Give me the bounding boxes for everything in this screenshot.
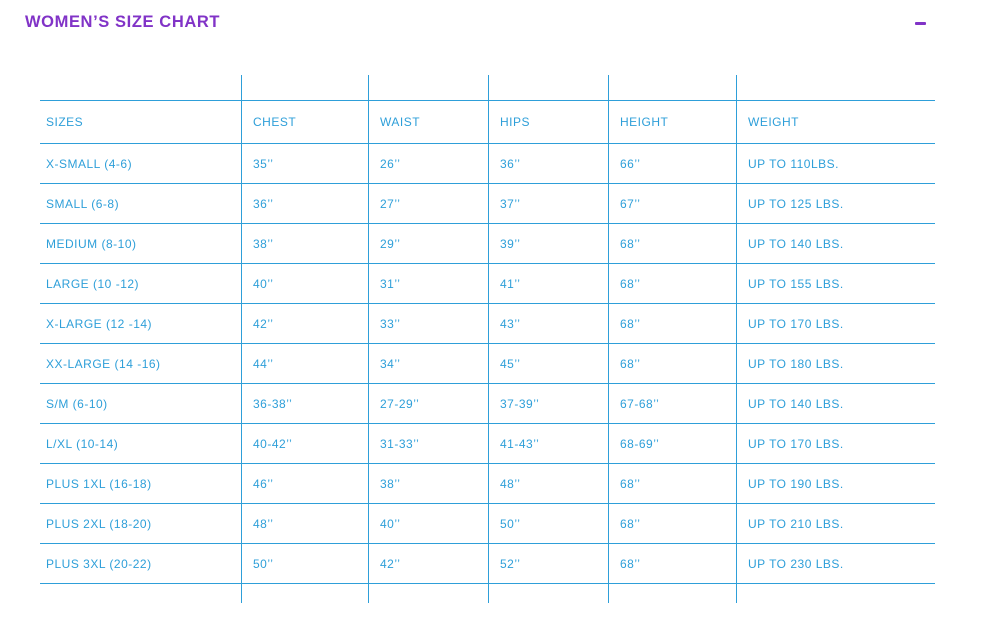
- cell-size: SMALL (6-8): [46, 196, 120, 211]
- cell-hips: 39’’: [500, 236, 521, 251]
- cell-hips: 50’’: [500, 516, 521, 531]
- cell-height: 68-69’’: [620, 436, 660, 451]
- cell-height: 68’’: [620, 476, 641, 491]
- cell-waist: 31-33’’: [380, 436, 420, 451]
- cell-height: 67-68’’: [620, 396, 660, 411]
- womens-size-table: [40, 100, 935, 584]
- table-row: [40, 504, 935, 544]
- cell-waist: 31’’: [380, 276, 401, 291]
- cell-weight: UP TO 125 LBS.: [748, 196, 844, 211]
- cell-height: 67’’: [620, 196, 641, 211]
- cell-waist: 40’’: [380, 516, 401, 531]
- column-header-sizes: SIZES: [46, 115, 84, 129]
- cell-weight: UP TO 190 LBS.: [748, 476, 844, 491]
- cell-weight: UP TO 170 LBS.: [748, 316, 844, 331]
- column-header-chest: CHEST: [253, 115, 297, 129]
- cell-hips: 37-39’’: [500, 396, 540, 411]
- cell-weight: UP TO 180 LBS.: [748, 356, 844, 371]
- cell-hips: 45’’: [500, 356, 521, 371]
- cell-waist: 29’’: [380, 236, 401, 251]
- table-row: [40, 424, 935, 464]
- column-header-height: HEIGHT: [620, 115, 669, 129]
- section-header: [25, 13, 933, 32]
- cell-waist: 38’’: [380, 476, 401, 491]
- minus-icon: [915, 22, 926, 25]
- cell-hips: 48’’: [500, 476, 521, 491]
- cell-size: X-LARGE (12 -14): [46, 316, 153, 331]
- cell-height: 68’’: [620, 556, 641, 571]
- cell-waist: 42’’: [380, 556, 401, 571]
- cell-chest: 46’’: [253, 476, 274, 491]
- cell-weight: UP TO 110LBS.: [748, 156, 839, 171]
- cell-size: L/XL (10-14): [46, 436, 119, 451]
- column-header-weight: WEIGHT: [748, 115, 799, 129]
- cell-hips: 36’’: [500, 156, 521, 171]
- cell-size: PLUS 2XL (18-20): [46, 516, 152, 531]
- cell-size: LARGE (10 -12): [46, 276, 140, 291]
- cell-hips: 37’’: [500, 196, 521, 211]
- collapse-section-button[interactable]: [908, 14, 932, 32]
- cell-weight: UP TO 230 LBS.: [748, 556, 844, 571]
- cell-height: 66’’: [620, 156, 641, 171]
- cell-chest: 36-38’’: [253, 396, 293, 411]
- table-row: [40, 184, 935, 224]
- cell-chest: 38’’: [253, 236, 274, 251]
- cell-weight: UP TO 210 LBS.: [748, 516, 844, 531]
- cell-chest: 36’’: [253, 196, 274, 211]
- cell-hips: 41’’: [500, 276, 521, 291]
- cell-chest: 35’’: [253, 156, 274, 171]
- column-header-hips: HIPS: [500, 115, 531, 129]
- cell-size: X-SMALL (4-6): [46, 156, 133, 171]
- cell-height: 68’’: [620, 356, 641, 371]
- cell-size: S/M (6-10): [46, 396, 108, 411]
- table-row: [40, 544, 935, 584]
- cell-size: XX-LARGE (14 -16): [46, 356, 161, 371]
- cell-hips: 43’’: [500, 316, 521, 331]
- cell-weight: UP TO 140 LBS.: [748, 236, 844, 251]
- cell-waist: 26’’: [380, 156, 401, 171]
- cell-chest: 44’’: [253, 356, 274, 371]
- cell-size: MEDIUM (8-10): [46, 236, 137, 251]
- table-row: [40, 384, 935, 424]
- cell-weight: UP TO 170 LBS.: [748, 436, 844, 451]
- table-row: [40, 464, 935, 504]
- table-row: [40, 264, 935, 304]
- cell-hips: 52’’: [500, 556, 521, 571]
- cell-height: 68’’: [620, 316, 641, 331]
- cell-chest: 42’’: [253, 316, 274, 331]
- cell-size: PLUS 1XL (16-18): [46, 476, 152, 491]
- table-row: [40, 304, 935, 344]
- size-chart-table-container: [40, 75, 935, 603]
- cell-chest: 48’’: [253, 516, 274, 531]
- page-title: WOMEN’S SIZE CHART: [25, 13, 221, 31]
- column-header-waist: WAIST: [380, 115, 421, 129]
- cell-waist: 27’’: [380, 196, 401, 211]
- table-row: [40, 224, 935, 264]
- cell-waist: 34’’: [380, 356, 401, 371]
- cell-size: PLUS 3XL (20-22): [46, 556, 152, 571]
- cell-waist: 33’’: [380, 316, 401, 331]
- cell-chest: 40’’: [253, 276, 274, 291]
- table-row: [40, 144, 935, 184]
- table-row: [40, 344, 935, 384]
- cell-weight: UP TO 140 LBS.: [748, 396, 844, 411]
- cell-chest: 50’’: [253, 556, 274, 571]
- cell-chest: 40-42’’: [253, 436, 293, 451]
- cell-height: 68’’: [620, 276, 641, 291]
- cell-height: 68’’: [620, 516, 641, 531]
- cell-hips: 41-43’’: [500, 436, 540, 451]
- cell-height: 68’’: [620, 236, 641, 251]
- table-header-row: [40, 101, 935, 144]
- cell-weight: UP TO 155 LBS.: [748, 276, 844, 291]
- cell-waist: 27-29’’: [380, 396, 420, 411]
